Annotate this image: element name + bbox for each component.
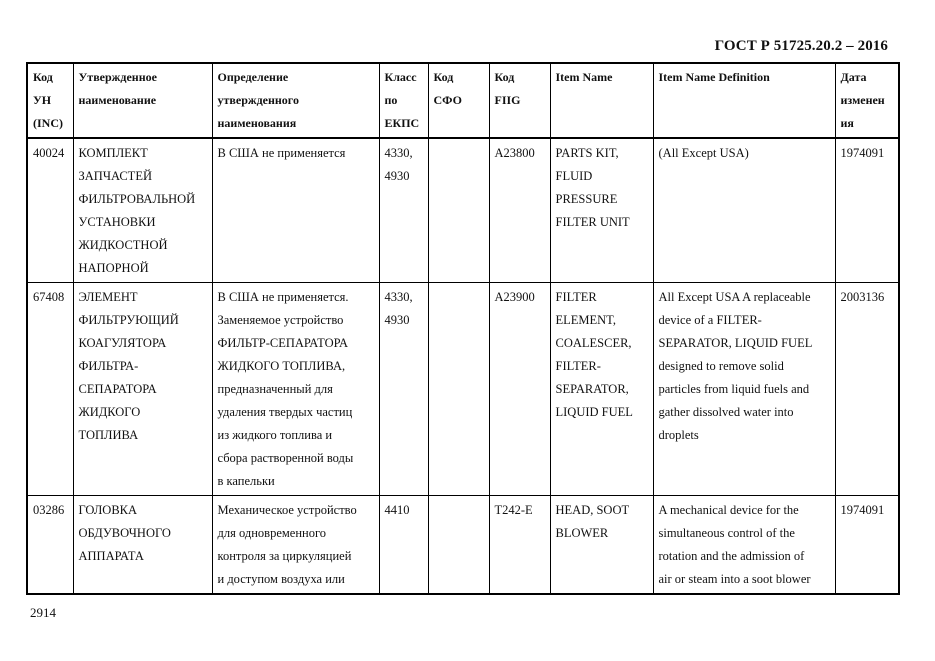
- cell-item-name: HEAD, SOOT BLOWER: [550, 496, 653, 595]
- cell-approved-name: ЭЛЕМЕНТ ФИЛЬТРУЮЩИЙ КОАГУЛЯТОРА ФИЛЬТРА- СЕПАРАТОРА ЖИДКОГО ТОПЛИВА: [73, 283, 212, 496]
- cell-change-date: 1974091: [835, 496, 899, 595]
- cell-fiig-code: A23900: [489, 283, 550, 496]
- table-row: [27, 138, 899, 283]
- cell-definition: В США не применяется. Заменяемое устройство ФИЛЬТР-СЕПАРАТОРА ЖИДКОГО ТОПЛИВА, предназначенный для удаления твердых частиц из жидкого топлива и сбора растворенной воды в капельки: [212, 283, 379, 496]
- cell-item-name-definition: All Except USA A replaceable device of a FILTER- SEPARATOR, LIQUID FUEL designed to remove solid particles from liquid fuels and gather dissolved water into droplets: [653, 283, 835, 496]
- page-number: 2914: [30, 605, 56, 620]
- cell-inc: 67408: [27, 283, 73, 496]
- standard-code-header: ГОСТ Р 51725.20.2 – 2016: [714, 38, 888, 54]
- cell-approved-name: КОМПЛЕКТ ЗАПЧАСТЕЙ ФИЛЬТРОВАЛЬНОЙ УСТАНОВКИ ЖИДКОСТНОЙ НАПОРНОЙ: [73, 138, 212, 283]
- cell-sfo-code: [428, 283, 489, 496]
- cell-ekps-class: 4410: [379, 496, 428, 595]
- cell-definition: В США не применяется: [212, 138, 379, 283]
- cell-fiig-code: T242-E: [489, 496, 550, 595]
- cell-approved-name: ГОЛОВКА ОБДУВОЧНОГО АППАРАТА: [73, 496, 212, 595]
- col-header-fiig-code: Код FIIG: [489, 63, 550, 138]
- item-name-catalog-table: [26, 62, 900, 595]
- col-header-approved-name: Утвержденное наименование: [73, 63, 212, 138]
- cell-ekps-class: 4330, 4930: [379, 138, 428, 283]
- table-row: [27, 283, 899, 496]
- col-header-sfo-code: Код СФО: [428, 63, 489, 138]
- cell-sfo-code: [428, 496, 489, 595]
- col-header-item-name-definition: Item Name Definition: [653, 63, 835, 138]
- cell-sfo-code: [428, 138, 489, 283]
- cell-definition: Механическое устройство для одновременного контроля за циркуляцией и доступом воздуха или: [212, 496, 379, 595]
- cell-change-date: 2003136: [835, 283, 899, 496]
- col-header-change-date: Дата изменен ия: [835, 63, 899, 138]
- cell-change-date: 1974091: [835, 138, 899, 283]
- cell-item-name: FILTER ELEMENT, COALESCER, FILTER- SEPARATOR, LIQUID FUEL: [550, 283, 653, 496]
- cell-item-name-definition: A mechanical device for the simultaneous control of the rotation and the admission of air or steam into a soot blower: [653, 496, 835, 595]
- col-header-ekps-class: Класс по ЕКПС: [379, 63, 428, 138]
- table-header-row: [27, 63, 899, 138]
- col-header-definition: Определение утвержденного наименования: [212, 63, 379, 138]
- cell-item-name: PARTS KIT, FLUID PRESSURE FILTER UNIT: [550, 138, 653, 283]
- cell-ekps-class: 4330, 4930: [379, 283, 428, 496]
- cell-inc: 40024: [27, 138, 73, 283]
- col-header-item-name: Item Name: [550, 63, 653, 138]
- cell-fiig-code: A23800: [489, 138, 550, 283]
- cell-item-name-definition: (All Except USA): [653, 138, 835, 283]
- col-header-inc: Код УН (INC): [27, 63, 73, 138]
- table-row: [27, 496, 899, 595]
- cell-inc: 03286: [27, 496, 73, 595]
